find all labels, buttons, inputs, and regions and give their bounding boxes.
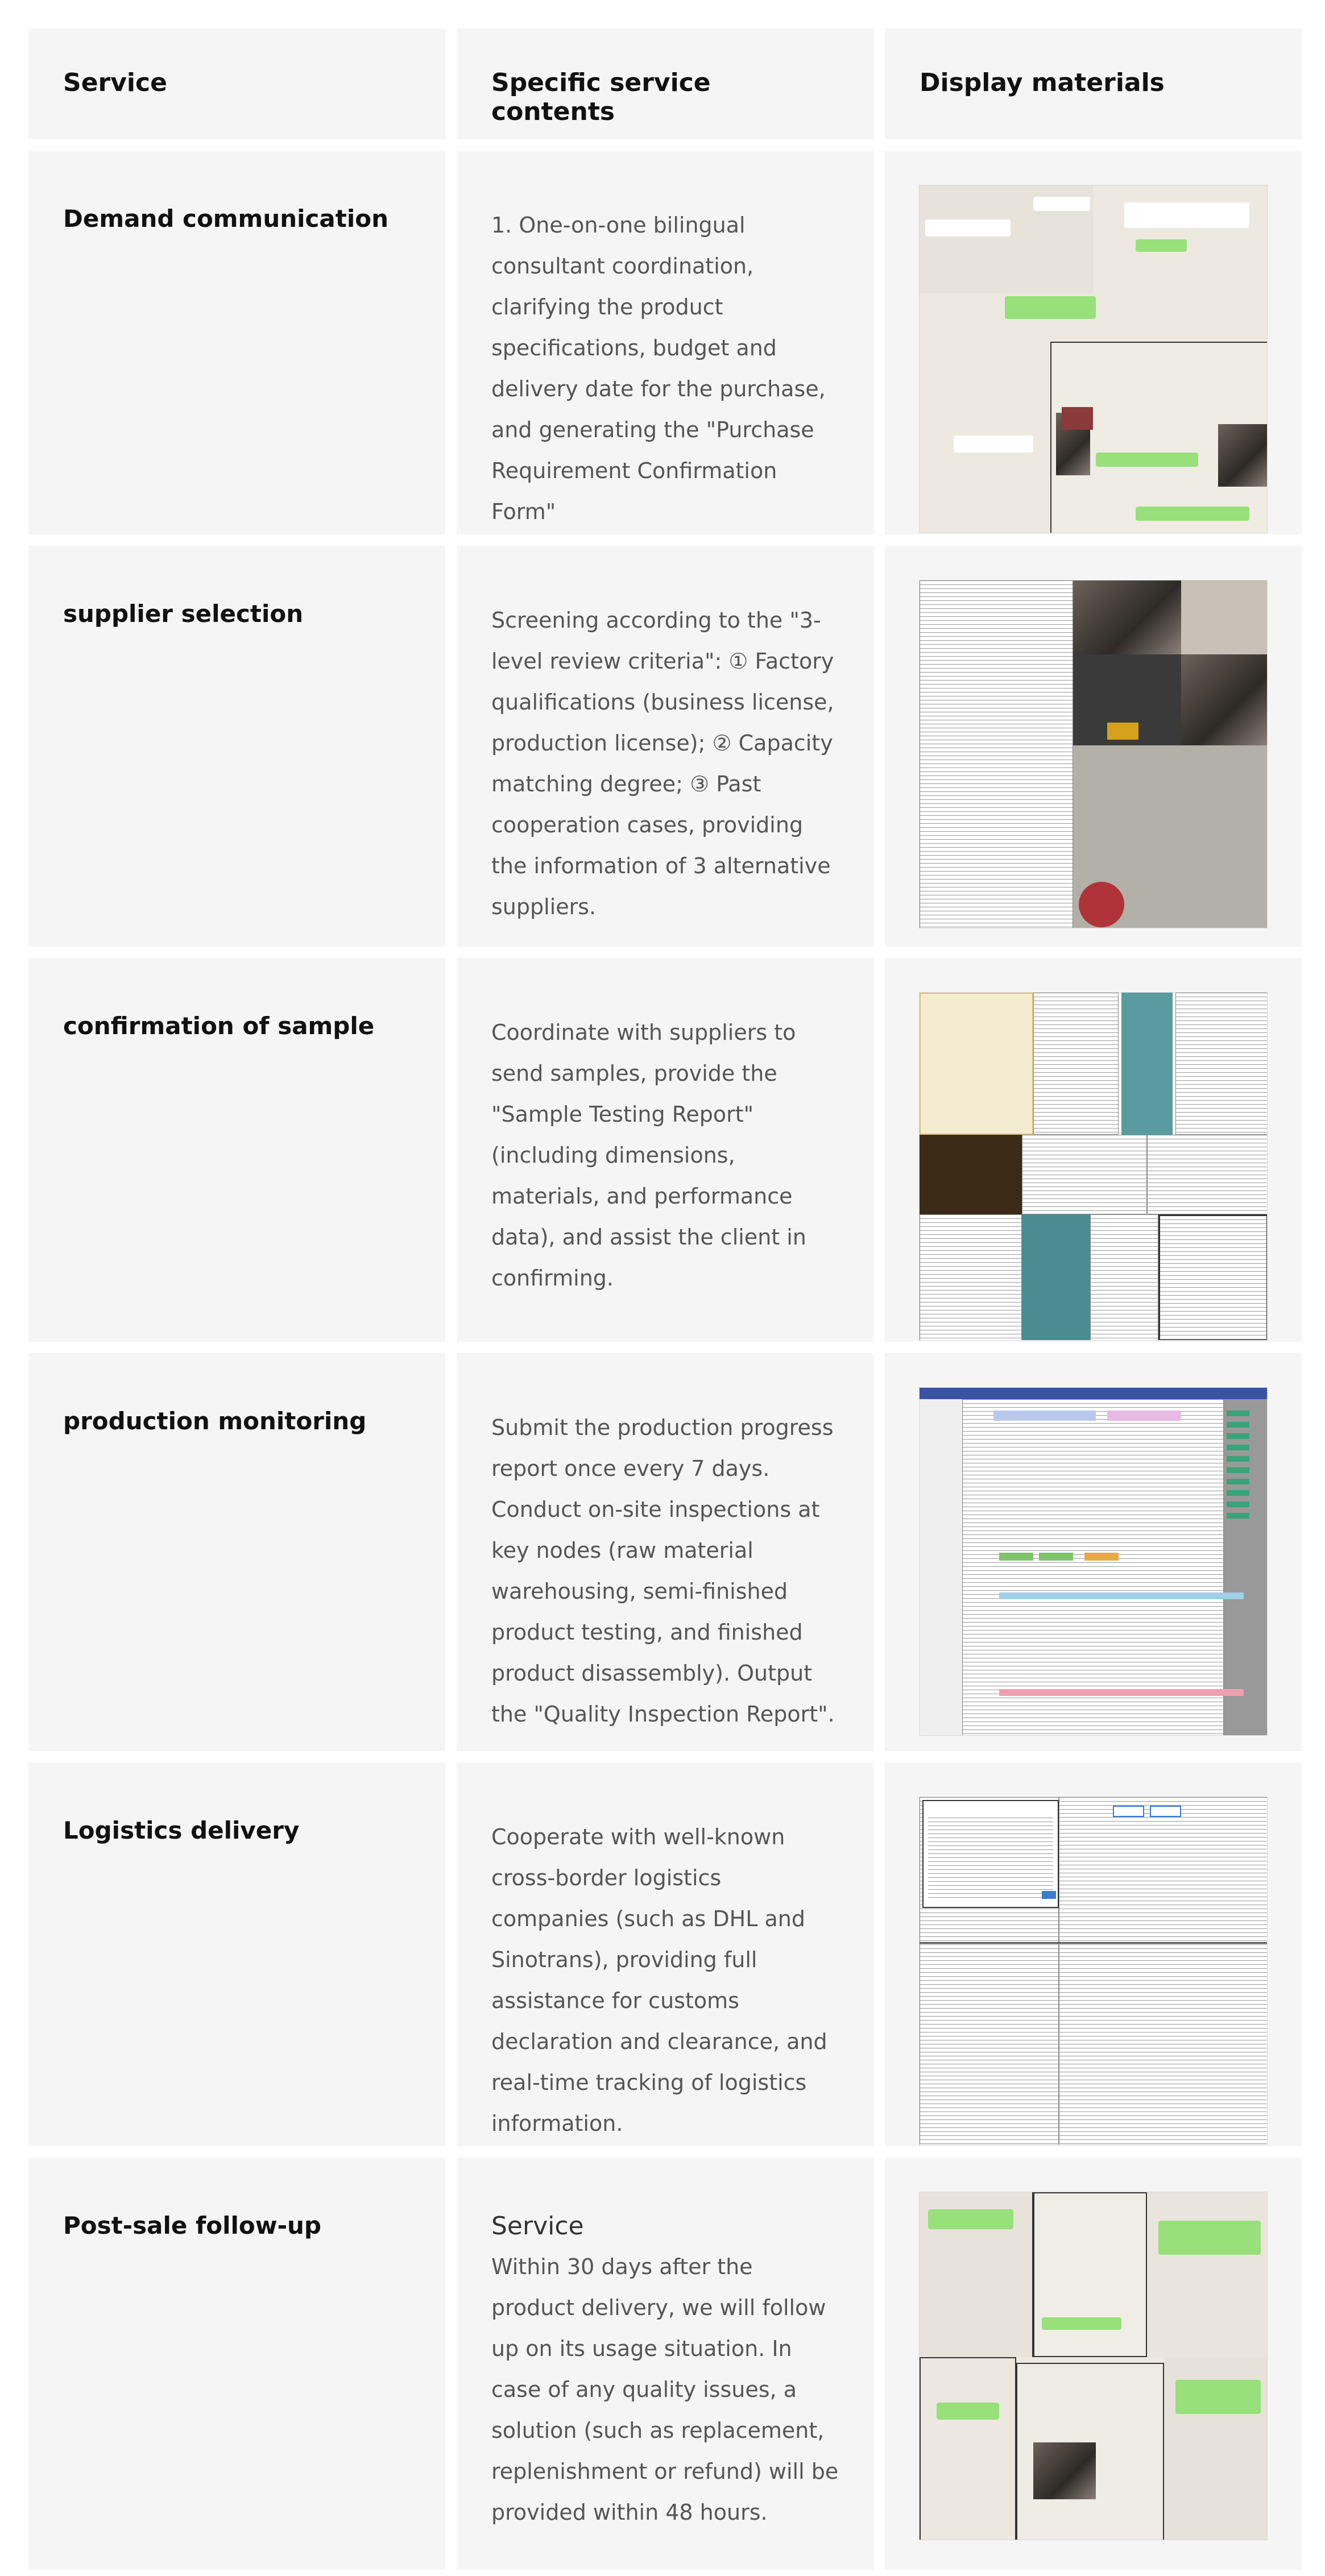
- service-name: Logistics delivery: [63, 1816, 300, 1844]
- certificates-collage-image: [919, 992, 1268, 1341]
- service-cell-sample: [28, 958, 445, 1342]
- service-name: production monitoring: [63, 1407, 367, 1435]
- production-report-screenshot-image: [919, 1387, 1268, 1736]
- service-content: Screening according to the "3-level review criteria": ① Factory qualifications (business license, production license); ② Capacity matching degree; ③ Past cooperation cases, providing the information of 3 alternative suppliers.: [491, 608, 834, 919]
- service-name: Demand communication: [63, 205, 388, 233]
- display-cell-supplier: [885, 546, 1302, 947]
- display-cell-post-sale: [885, 2158, 1302, 2570]
- display-cell-sample: [885, 958, 1302, 1342]
- service-cell-production: [28, 1353, 445, 1751]
- service-table: [28, 28, 1302, 2570]
- service-name: Post-sale follow-up: [63, 2212, 321, 2239]
- header-materials: Display materials: [920, 68, 1165, 97]
- after-sales-chat-collage-image: [919, 2192, 1268, 2540]
- service-name: confirmation of sample: [63, 1012, 375, 1040]
- service-subtitle: Service: [491, 2212, 584, 2241]
- content-cell-sample: [457, 958, 873, 1342]
- chat-screenshot-collage-image: [919, 185, 1268, 533]
- header-cell-materials: [885, 28, 1302, 139]
- display-cell-production: [885, 1353, 1302, 1751]
- service-content: Within 30 days after the product delivery, we will follow up on its usage situation. In case of any quality issues, a solution (such as replacement, replenishment or refund) will be provided within 48 hours.: [491, 2254, 839, 2525]
- logistics-tracking-collage-image: [919, 1797, 1268, 2145]
- header-cell-contents: [457, 28, 873, 139]
- service-cell-logistics: [28, 1762, 445, 2146]
- supplier-evaluation-collage-image: [919, 580, 1268, 928]
- content-cell-demand: [457, 151, 873, 534]
- service-cell-supplier: [28, 546, 445, 947]
- header-contents: Specific service contents: [491, 68, 711, 126]
- header-cell-service: [28, 28, 445, 139]
- service-cell-demand: [28, 151, 445, 534]
- content-cell-post-sale: [457, 2158, 873, 2570]
- display-cell-demand: [885, 151, 1302, 534]
- display-cell-logistics: [885, 1762, 1302, 2146]
- service-content: Submit the production progress report once every 7 days. Conduct on-site inspections at key nodes (raw material warehousing, semi-finished product testing, and finished product disassembly). Output the "Quality Inspection Report".: [491, 1415, 835, 1727]
- header-service: Service: [63, 68, 167, 97]
- service-content: Cooperate with well-known cross-border logistics companies (such as DHL and Sinotrans), providing full assistance for customs declaration and clearance, and real-time tracking of logistics information.: [491, 1824, 827, 2136]
- content-cell-logistics: [457, 1762, 873, 2146]
- service-cell-post-sale: [28, 2158, 445, 2570]
- service-name: supplier selection: [63, 600, 304, 628]
- service-content: 1. One-on-one bilingual consultant coordination, clarifying the product specifications, budget and delivery date for the purchase, and generating the "Purchase Requirement Confirmation Form": [491, 213, 826, 524]
- service-content: Coordinate with suppliers to send samples, provide the "Sample Testing Report" (including dimensions, materials, and performance data), and assist the client in confirming.: [491, 1020, 806, 1291]
- content-cell-supplier: [457, 546, 873, 947]
- content-cell-production: [457, 1353, 873, 1751]
